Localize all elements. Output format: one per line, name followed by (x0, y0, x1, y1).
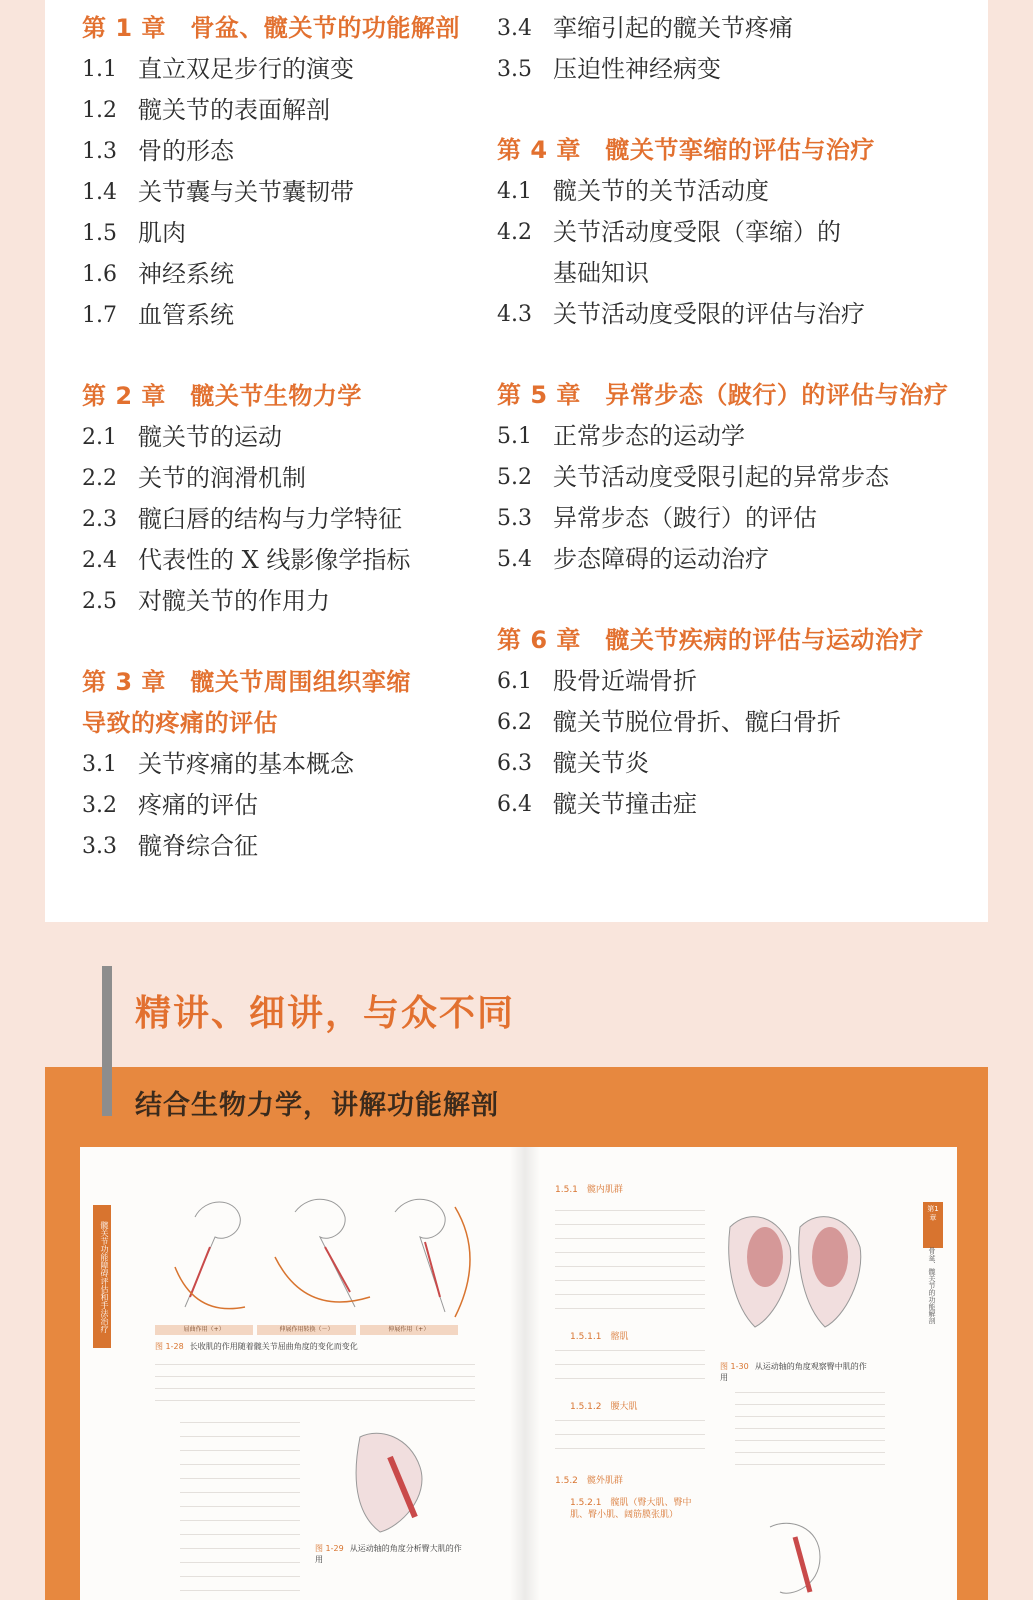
section-title (138, 90, 330, 131)
section-title (553, 784, 697, 825)
toc-section (497, 457, 977, 498)
section-title-line: 异常步态（跛行）的评估 (553, 504, 817, 532)
table-of-contents (45, 0, 988, 922)
figure-caption-1-28 (155, 1341, 358, 1352)
section-number: 4.2 (497, 220, 532, 245)
section-title (553, 661, 697, 702)
section-number: 3.5 (497, 57, 532, 82)
figure-caption-text: 从运动轴的角度观察臀中肌的作用 (720, 1362, 867, 1382)
section-title-line: 髋臼唇的结构与力学特征 (138, 505, 402, 533)
section-number: 6.2 (497, 710, 532, 735)
section-number: 1.7 (82, 303, 117, 328)
subsection-heading: 1.5.1.2 腰大肌 (570, 1402, 638, 1412)
toc-section (82, 49, 482, 90)
chapter-title: 第 6 章 髋关节疾病的评估与运动治疗 (497, 626, 924, 654)
section-title-line: 髋脊综合征 (138, 832, 258, 860)
right-page-tab-subtitle: 骨盆、髋关节的功能解剖 (928, 1247, 936, 1324)
section-number: 1.5 (82, 221, 117, 246)
section-title-line: 髋关节脱位骨折、髋臼骨折 (553, 708, 841, 736)
section-title-line: 关节囊与关节囊韧带 (138, 178, 354, 206)
section-title (138, 172, 354, 213)
section-number: 6.4 (497, 792, 532, 817)
chapter-title: 第 2 章 髋关节生物力学 (82, 382, 362, 410)
toc-section (497, 416, 977, 457)
toc-section (497, 294, 977, 335)
toc-section (82, 213, 482, 254)
section-number: 5.2 (497, 465, 532, 490)
section-title (138, 785, 258, 826)
section-title (553, 294, 865, 335)
section-number: 1.1 (82, 57, 117, 82)
toc-section (497, 702, 977, 743)
toc-section (82, 90, 482, 131)
figure-number: 图 1-29 (315, 1544, 344, 1553)
toc-section (82, 458, 482, 499)
section-number: 4.1 (497, 179, 532, 204)
subsection-heading: 1.5.2.1 髋肌（臀大肌、臀中肌、臀小肌、阔筋膜张肌） (570, 1498, 692, 1520)
section-title (138, 540, 410, 581)
section-title (138, 581, 330, 622)
section-title-line: 压迫性神经病变 (553, 55, 721, 83)
figure-caption-text: 从运动轴的角度分析臀大肌的作用 (315, 1544, 462, 1564)
body-text-block (155, 1359, 475, 1409)
subsection-heading: 1.5.1.1 髂肌 (570, 1332, 629, 1342)
chapter-spacer (82, 336, 482, 376)
section-title-line: 髋关节的运动 (138, 423, 282, 451)
body-text-block (735, 1387, 885, 1467)
section-title-line: 关节活动度受限（挛缩）的 (553, 218, 841, 246)
section-number: 3.3 (82, 834, 117, 859)
hip-joint-illustration (750, 1517, 840, 1597)
section-title-line: 对髋关节的作用力 (138, 587, 330, 615)
toc-section (497, 743, 977, 784)
section-title-line: 疼痛的评估 (138, 791, 258, 819)
section-number: 2.4 (82, 548, 117, 573)
section-title-line: 髋关节的表面解剖 (138, 96, 330, 124)
accent-bar (102, 966, 112, 1116)
section-title-line: 骨的形态 (138, 137, 234, 165)
chapter-title: 第 1 章 骨盆、髋关节的功能解剖 (82, 14, 460, 42)
section-number: 1.3 (82, 139, 117, 164)
toc-section (497, 661, 977, 702)
feature-subheadline: 结合生物力学，讲解功能解剖 (135, 1090, 499, 1121)
section-title (138, 744, 354, 785)
section-number: 6.1 (497, 669, 532, 694)
chapter-title: 第 4 章 髋关节挛缩的评估与治疗 (497, 136, 875, 164)
section-title (553, 212, 841, 294)
toc-section (497, 49, 977, 90)
section-number: 1.2 (82, 98, 117, 123)
section-title-line: 关节疼痛的基本概念 (138, 750, 354, 778)
toc-section (82, 785, 482, 826)
section-title-line: 髋关节撞击症 (553, 790, 697, 818)
toc-section (497, 784, 977, 825)
section-number: 3.4 (497, 16, 532, 41)
figure-caption-1-30 (720, 1361, 870, 1383)
section-title-line: 挛缩引起的髋关节疼痛 (553, 14, 793, 42)
figure-label-strip (155, 1325, 458, 1335)
toc-section (497, 8, 977, 49)
section-title-line: 直立双足步行的演变 (138, 55, 354, 83)
figure-number: 图 1-28 (155, 1342, 184, 1351)
body-text-block (555, 1345, 705, 1385)
section-title-line: 关节活动度受限的评估与治疗 (553, 300, 865, 328)
toc-section (82, 295, 482, 336)
section-title (138, 826, 258, 867)
section-title-line: 髋关节的关节活动度 (553, 177, 769, 205)
section-title-line: 肌肉 (138, 219, 186, 247)
section-number: 3.2 (82, 793, 117, 818)
figure-number: 图 1-30 (720, 1362, 749, 1371)
chapter-spacer (497, 90, 977, 130)
toc-section (82, 131, 482, 172)
chapter-title: 第 5 章 异常步态（跛行）的评估与治疗 (497, 381, 949, 409)
section-title (138, 49, 354, 90)
section-number: 5.3 (497, 506, 532, 531)
chapter-spacer (497, 335, 977, 375)
section-title (553, 171, 769, 212)
section-title (553, 539, 769, 580)
book-preview (80, 1147, 957, 1600)
section-title (138, 417, 282, 458)
chapter-title: 第 3 章 髋关节周围组织挛缩 (82, 668, 411, 696)
pelvis-illustration (320, 1427, 460, 1537)
section-number: 2.5 (82, 589, 117, 614)
hip-muscle-illustration (155, 1187, 475, 1327)
section-title (553, 416, 745, 457)
chapter-title: 导致的疼痛的评估 (82, 709, 278, 737)
section-number: 1.4 (82, 180, 117, 205)
section-title (138, 254, 234, 295)
body-text-block (555, 1415, 705, 1455)
section-title (553, 457, 889, 498)
section-heading: 1.5.1 髋内肌群 (555, 1185, 623, 1195)
section-heading: 1.5.2 髋外肌群 (555, 1476, 623, 1486)
section-number: 1.6 (82, 262, 117, 287)
section-title-line: 基础知识 (553, 259, 649, 287)
section-number: 5.4 (497, 547, 532, 572)
figure-label: 伸展作用（+） (360, 1325, 458, 1335)
section-title-line: 髋关节炎 (553, 749, 649, 777)
toc-section (497, 539, 977, 580)
section-number: 4.3 (497, 302, 532, 327)
section-title-line: 步态障碍的运动治疗 (553, 545, 769, 573)
section-title (553, 498, 817, 539)
book-spine (510, 1147, 540, 1600)
right-page-tab: 第1章 (923, 1202, 943, 1248)
toc-section (82, 172, 482, 213)
section-title-line: 股骨近端骨折 (553, 667, 697, 695)
section-title (138, 458, 306, 499)
section-title-line: 代表性的 X 线影像学指标 (138, 546, 411, 574)
section-title (138, 213, 186, 254)
toc-section (82, 826, 482, 867)
gluteal-illustration (720, 1207, 870, 1347)
toc-section (82, 417, 482, 458)
section-title (553, 8, 793, 49)
toc-right-column (497, 8, 977, 825)
section-title (138, 499, 402, 540)
section-title-line: 血管系统 (138, 301, 234, 329)
section-number: 2.3 (82, 507, 117, 532)
toc-section (82, 499, 482, 540)
section-title (138, 131, 234, 172)
toc-section (497, 171, 977, 212)
section-number: 2.1 (82, 425, 117, 450)
toc-section (82, 540, 482, 581)
chapter-spacer (82, 622, 482, 662)
toc-section (82, 581, 482, 622)
section-title-line: 关节的润滑机制 (138, 464, 306, 492)
section-number: 5.1 (497, 424, 532, 449)
feature-headline: 精讲、细讲，与众不同 (135, 993, 516, 1034)
figure-label: 伸展作用转换（－） (257, 1325, 355, 1335)
section-number: 3.1 (82, 752, 117, 777)
section-title-line: 关节活动度受限引起的异常步态 (553, 463, 889, 491)
section-number: 6.3 (497, 751, 532, 776)
toc-section (497, 498, 977, 539)
section-title-line: 正常步态的运动学 (553, 422, 745, 450)
toc-left-column (82, 8, 482, 867)
chapter-spacer (497, 580, 977, 620)
section-title (553, 743, 649, 784)
left-page-tab: 髋关节功能障碍评估和手法治疗 (93, 1205, 111, 1348)
section-title (553, 49, 721, 90)
body-text-block (180, 1417, 300, 1597)
section-title (138, 295, 234, 336)
figure-label: 屈曲作用（+） (155, 1325, 253, 1335)
section-title-line: 神经系统 (138, 260, 234, 288)
toc-section (82, 254, 482, 295)
toc-section (82, 744, 482, 785)
toc-section (497, 212, 977, 294)
figure-caption-1-29 (315, 1543, 465, 1565)
figure-caption-text: 长收肌的作用随着髋关节屈曲角度的变化而变化 (189, 1342, 358, 1351)
section-title (553, 702, 841, 743)
body-text-block (555, 1205, 705, 1315)
section-number: 2.2 (82, 466, 117, 491)
